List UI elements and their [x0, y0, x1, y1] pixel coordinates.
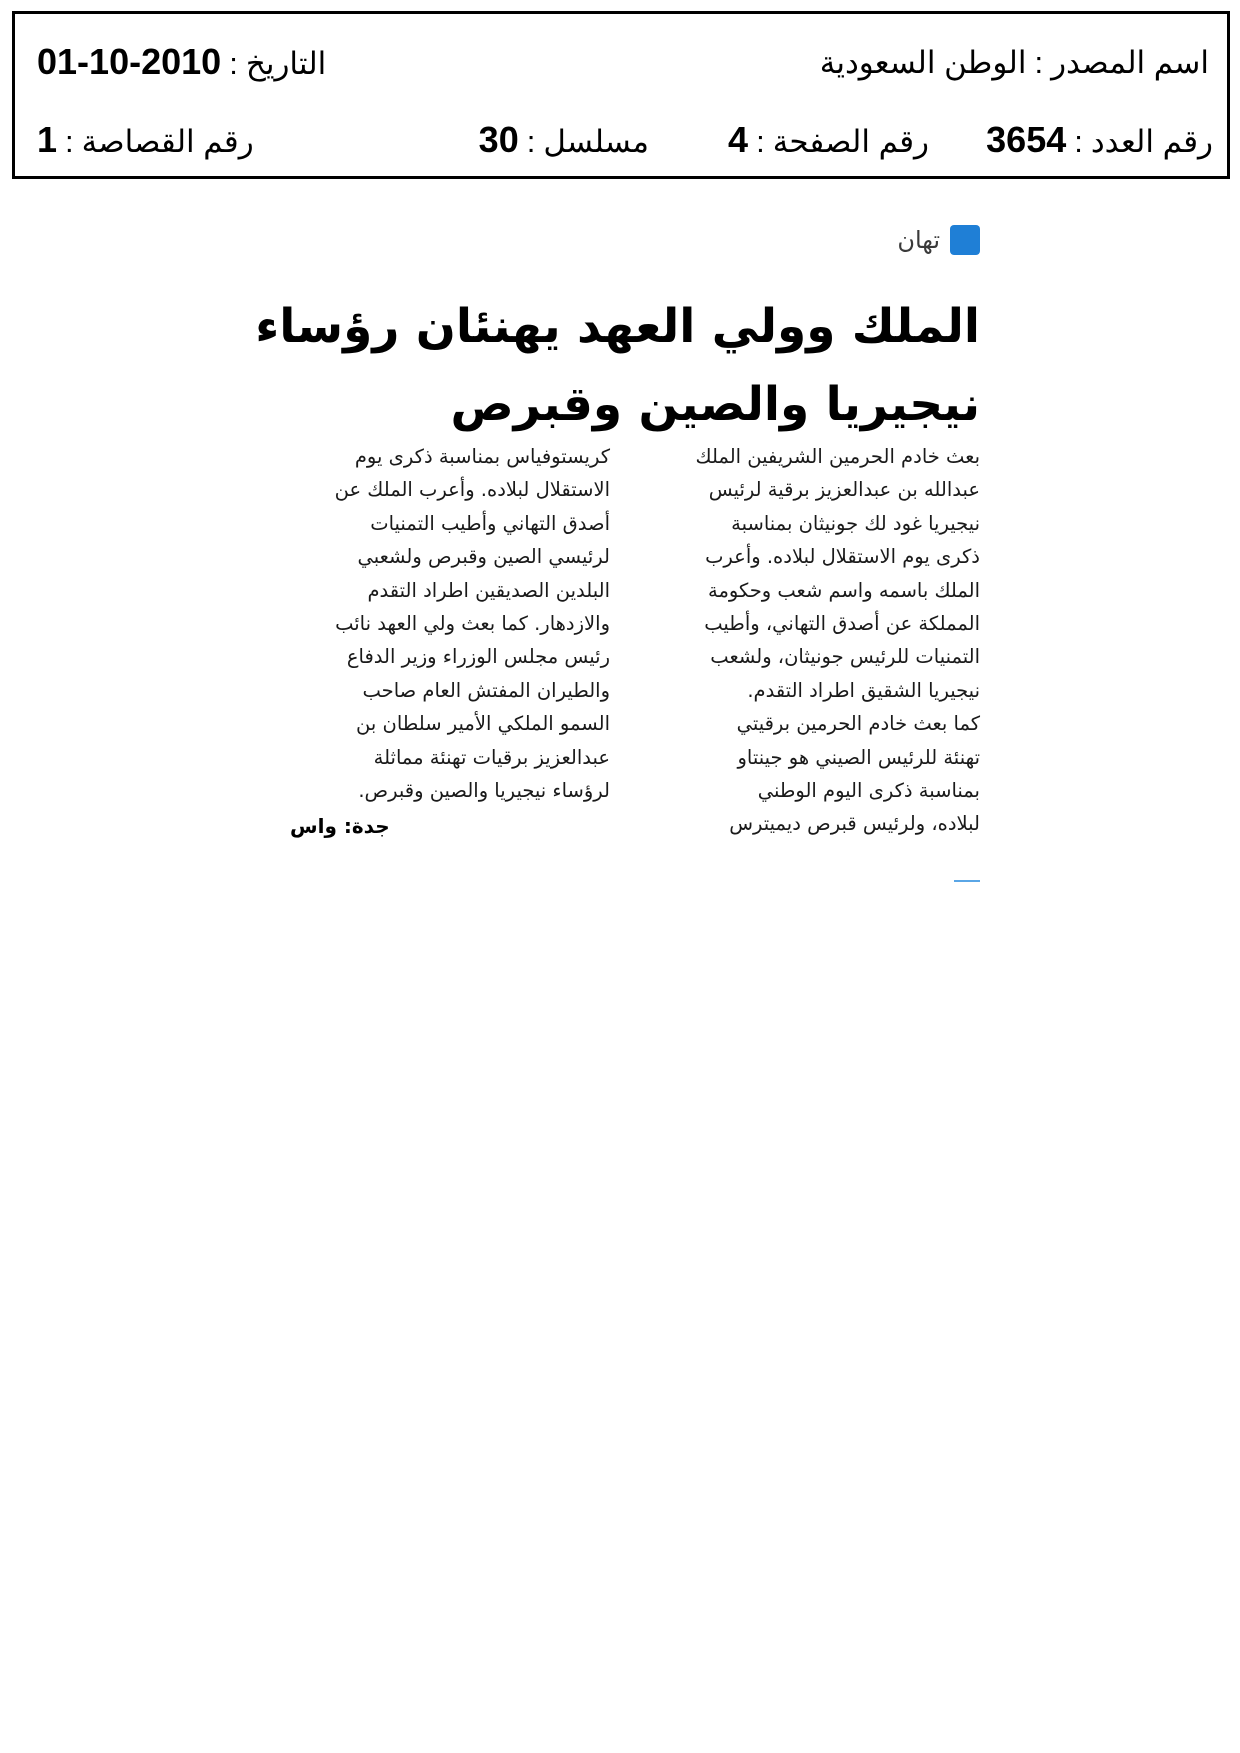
section-tag — [897, 223, 980, 257]
article-text-line: الاستقلال لبلاده. وأعرب الملك عن — [334, 478, 610, 502]
headline-line-2: نيجيريا والصين وقبرص — [450, 377, 980, 432]
serial-field — [479, 118, 649, 164]
clip-number-label: رقم القصاصة — [81, 124, 254, 159]
serial-separator: : — [526, 124, 536, 159]
article-text-line: بعث خادم الحرمين الشريفين الملك — [695, 445, 980, 468]
clip-number-field — [37, 118, 254, 164]
headline-line-1: الملك وولي العهد يهنئان رؤساء — [255, 299, 980, 354]
article-text-line: تهنئة للرئيس الصيني هو جينتاو — [737, 745, 980, 769]
issue-label: رقم العدد — [1090, 124, 1213, 159]
issue-field — [986, 118, 1213, 164]
article-text-line: أصدق التهاني وأطيب التمنيات — [370, 511, 610, 535]
clip-number-separator: : — [65, 124, 74, 159]
metadata-row-1 — [15, 40, 1227, 100]
page-field — [728, 118, 929, 164]
page-value: 4 — [728, 119, 749, 160]
issue-separator: : — [1074, 124, 1083, 159]
issue-value: 3654 — [986, 119, 1067, 160]
article-text-line: ذكرى يوم الاستقلال لبلاده. وأعرب — [705, 545, 980, 569]
article-text-line: نيجيريا الشقيق اطراد التقدم. — [747, 678, 980, 702]
section-square-icon — [950, 225, 980, 255]
article-text-line: المملكة عن أصدق التهاني، وأطيب — [704, 612, 980, 636]
section-label: تهان — [897, 226, 940, 254]
source-label: اسم المصدر — [1051, 45, 1209, 80]
source-separator: : — [1034, 45, 1044, 80]
article-column-left — [290, 440, 610, 841]
article-text-line: عبدالله بن عبدالعزيز برقية لرئيس — [708, 478, 980, 502]
article-dateline: جدة: واس — [290, 814, 390, 839]
page-separator: : — [756, 124, 765, 159]
date-field — [37, 40, 326, 86]
date-value: 2010-10-01 — [37, 41, 222, 82]
article-text-line: لرؤساء نيجيريا والصين وقبرص. — [358, 779, 610, 803]
serial-value: 30 — [478, 119, 519, 160]
date-separator: : — [229, 46, 238, 81]
article-text-line: كريستوفياس بمناسبة ذكرى يوم — [354, 445, 610, 468]
page-label: رقم الصفحة — [772, 124, 929, 159]
article-headline — [250, 288, 980, 444]
article-text-line: لبلاده، ولرئيس قبرص ديميترس — [729, 812, 980, 836]
article-text-line: رئيس مجلس الوزراء وزير الدفاع — [346, 645, 610, 669]
article-column-right — [660, 440, 980, 841]
clipping-metadata-box — [12, 11, 1230, 179]
source-field — [820, 40, 1209, 85]
article-text-line: لرئيسي الصين وقبرص ولشعبي — [357, 545, 610, 569]
article-text-line: البلدين الصديقين اطراد التقدم — [367, 578, 610, 602]
serial-label: مسلسل — [543, 124, 649, 159]
article-text-line: نيجيريا غود لك جونيثان بمناسبة — [731, 511, 980, 535]
metadata-row-2 — [15, 118, 1227, 178]
article-text-line: عبدالعزيز برقيات تهنئة مماثلة — [373, 745, 610, 769]
article-text-line: والطيران المفتش العام صاحب — [362, 678, 610, 702]
article-text-line: كما بعث خادم الحرمين برقيتي — [736, 712, 980, 736]
article-text-line: والازدهار. كما بعث ولي العهد نائب — [335, 612, 610, 636]
article-text-line: الملك باسمه واسم شعب وحكومة — [707, 578, 980, 602]
article-text-line: السمو الملكي الأمير سلطان بن — [356, 712, 610, 736]
source-value: الوطن السعودية — [819, 45, 1027, 80]
date-label: التاريخ — [245, 46, 327, 81]
newspaper-clipping — [250, 210, 980, 890]
clip-number-value: 1 — [37, 119, 58, 160]
end-mark — [954, 880, 980, 882]
article-text-line: التمنيات للرئيس جونيثان، ولشعب — [710, 645, 980, 669]
article-text-line: بمناسبة ذكرى اليوم الوطني — [757, 779, 980, 803]
